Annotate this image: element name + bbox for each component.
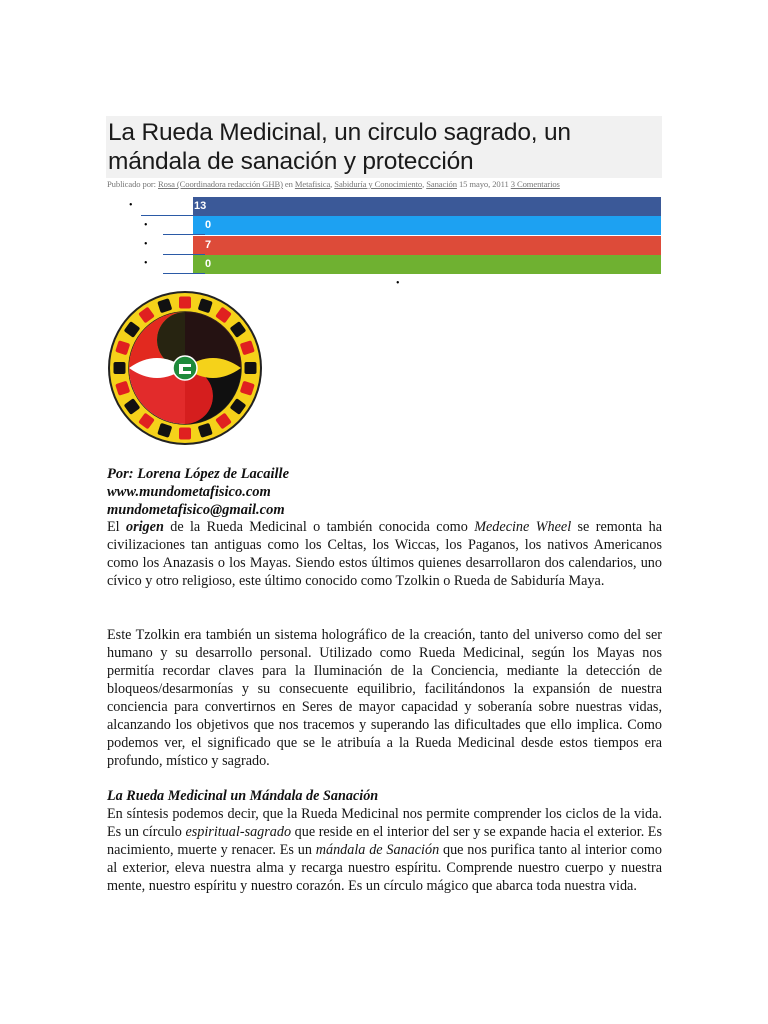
- list-bullet: •: [144, 239, 148, 250]
- category-link-sanacion[interactable]: Sanación: [426, 179, 457, 189]
- twitter-share-count: 0: [205, 219, 212, 231]
- mayan-glyph-icon: [179, 428, 191, 440]
- mayan-glyph-icon: [179, 297, 191, 309]
- paragraph-mandala: En síntesis podemos decir, que la Rueda Medicinal nos permite comprender los ciclos de la vida. Es un círculo espiritual-sagrado que reside en el interior del ser y se expande hacia el exterior. Es nacimiento, muerte y renacer. Es un mándala de Sanación que nos purifica tanto al interior como al exterior, eleva nuestra alma y recarga nuestro espíritu. Comprende nuestro cuerpo y nuestra mente, nuestro espíritu y nuestro corazón. Es un círculo mágico que abarca toda nuestra vida.: [107, 806, 662, 894]
- google-plus-share-count: 7: [205, 239, 212, 251]
- category-link-sabiduria[interactable]: Sabiduría y Conocimiento: [334, 179, 423, 189]
- mayan-glyph-icon: [245, 362, 257, 374]
- section-heading: La Rueda Medicinal un Mándala de Sanación: [107, 788, 379, 804]
- emphasis-espiritual-sagrado: espiritual-sagrado: [185, 824, 292, 840]
- paragraph-tzolkin: Este Tzolkin era también un sistema holográfico de la creación, tanto del universo como del ser humano y su desarrollo personal. Utilizado como Rueda Medicinal, según los Mayas nos permitía recordar claves para la Iluminación de la Conciencia, mediante la detección de bloqueos/desarmonías y su consecuente equilibrio, facilitándonos la expansión de nuestra conciencia para convertirnos en Seres de mayor capacidad y soberanía sobre nuestras vidas, alcanzando los objetivos que nos tracemos y superando las dificultades que ello implica. Como podemos ver, el significado que se le atribuía a la Rueda Medicinal desde estos tiempos era profundo, místico y sagrado.: [107, 627, 662, 769]
- facebook-share-bar[interactable]: [193, 197, 661, 216]
- share-link-underline: [141, 215, 193, 216]
- byline-website: www.mundometafisico.com: [107, 484, 271, 500]
- emphasis-mandala-sanacion: mándala de Sanación: [315, 842, 440, 858]
- share-link-underline: [163, 273, 205, 274]
- list-bullet: •: [129, 200, 133, 211]
- list-bullet: •: [144, 258, 148, 269]
- category-link-metafisica[interactable]: Metafisica: [294, 179, 331, 189]
- share-bar-green[interactable]: [193, 255, 661, 274]
- google-plus-share-bar[interactable]: [193, 236, 661, 255]
- medicine-wheel-icon: [107, 288, 263, 448]
- article-title: La Rueda Medicinal, un circulo sagrado, un mándala de sanación y protección: [108, 119, 571, 175]
- post-date: 15 mayo, 2011: [456, 179, 511, 189]
- share-link-underline: [163, 234, 205, 235]
- list-bullet: •: [396, 278, 400, 289]
- emphasis-origen: origen: [126, 519, 164, 535]
- author-link[interactable]: Rosa (Coordinadora redacción GHB): [158, 179, 283, 189]
- comments-link[interactable]: 3 Comentarios: [510, 179, 560, 189]
- facebook-share-count: 13: [194, 200, 207, 212]
- byline-email: mundometafisico@gmail.com: [107, 502, 285, 518]
- meta-in: en: [282, 179, 295, 189]
- post-meta: Publicado por: Rosa (Coordinadora redacción GHB) en Metafisica, Sabiduría y Conocimiento, Sanación 15 mayo, 2011 3 Comentarios: [107, 179, 560, 189]
- twitter-share-bar[interactable]: [193, 216, 661, 235]
- mayan-glyph-icon: [114, 362, 126, 374]
- byline: [107, 465, 667, 519]
- list-bullet: •: [144, 220, 148, 231]
- emphasis-medecine-wheel: Medecine Wheel: [474, 519, 572, 535]
- byline-author: Por: Lorena López de Lacaille: [107, 466, 290, 482]
- meta-prefix: Publicado por:: [107, 179, 159, 189]
- green-share-count: 0: [205, 258, 212, 270]
- paragraph-origin: El origen de la Rueda Medicinal o también conocida como Medecine Wheel se remonta ha civilizaciones tan antiguas como los Celtas, los Wiccas, los Paganos, los nativos Americanos como los Anazasis o los Mayas. Siendo estos últimos quienes desarrollaron dos calendarios, uno cívico y otro religioso, este último conocido como Tzolkin o Rueda de Sabiduría Maya.: [107, 519, 662, 589]
